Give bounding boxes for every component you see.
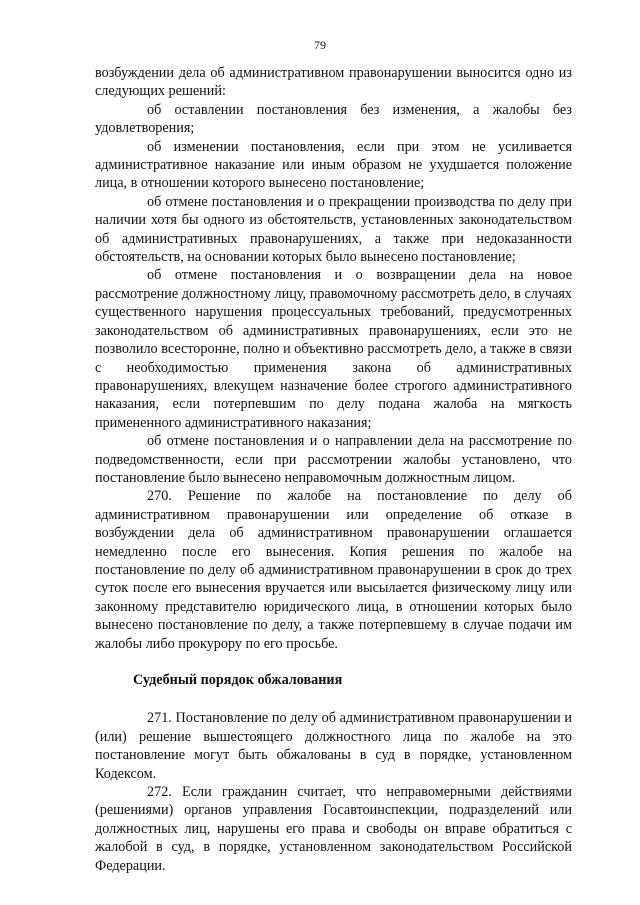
paragraph-continuation: возбуждении дела об административном правонарушении выносится одно из следующих решений: <box>95 65 572 100</box>
paragraph-decision-option: об отмене постановления и о прекращении производства по делу при наличии хотя бы одного из обстоятельств, установленных законодательством об административных правонарушениях, а также при недоказанности обстоятельств, на основании которых было вынесено постановление; <box>95 193 572 266</box>
section-heading: Судебный порядок обжалования <box>133 672 343 688</box>
paragraph-272: 272. Если гражданин считает, что неправомерными действиями (решениями) органов управления Госавтоинспекции, подразделений или должностных лиц, нарушены его права и свободы он вправе обратиться с жалобой в суд, в порядке, установленном законодательством Российской Федерации. <box>95 784 572 874</box>
document-body <box>95 64 572 875</box>
page-number: 79 <box>314 38 326 52</box>
paragraph-271: 271. Постановление по делу об административном правонарушении и (или) решение вышестоящего должностного лица по жалобе на это постановление могут быть обжалованы в суд в порядке, установленном Кодексом. <box>95 710 572 782</box>
paragraph-decision-option: об оставлении постановления без изменения, а жалобы без удовлетворения; <box>95 101 572 137</box>
paragraph-decision-option: об изменении постановления, если при этом не усиливается административное наказание или иным образом не ухудшается положение лица, в отношении которого вынесено постановление; <box>95 138 572 192</box>
paragraph-270: 270. Решение по жалобе на постановление по делу об административном правонарушении или определение об отказе в возбуждении дела об административном правонарушении оглашается немедленно после его вынесения. Копия решения по жалобе на постановление по делу об административном правонарушении в срок до трех суток после его вынесения вручается или высылается физическому лицу или законному представителю юридического лица, в отношении которых было вынесено постановление по делу, а также потерпевшему в случае подачи им жалобы либо прокурору по его просьбе. <box>95 488 572 652</box>
paragraph-decision-option: об отмене постановления и о возвращении дела на новое рассмотрение должностному лицу, правомочному рассмотреть дело, в случаях существенного нарушения процессуальных требований, предусмотренных законодательством об административных правонарушениях, если это не позволило всесторонне, полно и объективно рассмотреть дело, а также в связи с необходимостью применения закона об административных правонарушениях, влекущем назначение более строгого административного наказания, если потерпевшим по делу подана жалоба на мягкость примененного административного наказания; <box>95 267 572 431</box>
paragraph-decision-option: об отмене постановления и о направлении дела на рассмотрение по подведомственности, если при рассмотрении жалобы установлено, что постановление было вынесено неправомочным должностным лицом. <box>95 433 572 486</box>
